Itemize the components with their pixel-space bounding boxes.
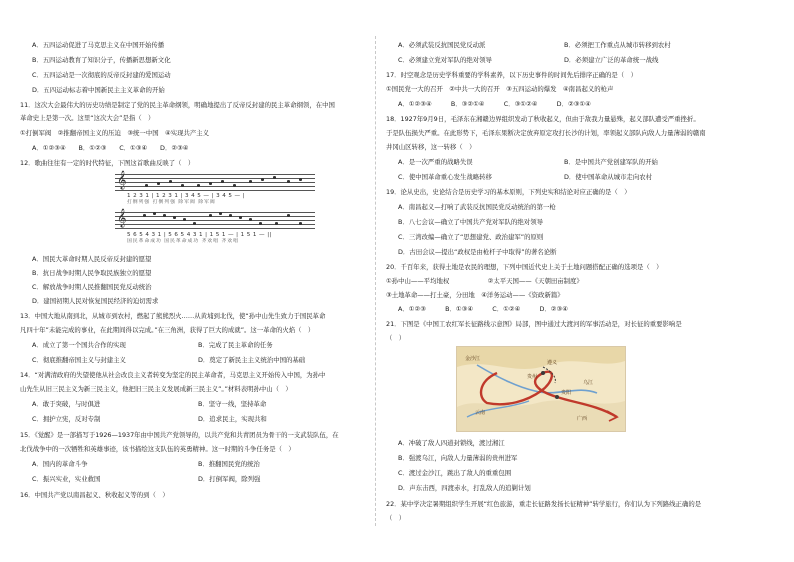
q13-option-b[interactable]: B．完成了民主革命的任务 (198, 341, 273, 349)
q12-option-a[interactable]: A．国民大革命时期人民反帝反封建的愿望 (32, 255, 152, 263)
long-march-map (456, 346, 626, 432)
q17-stem: 17．时空观念是历史学科重要的学科素养，以下历史事件的时间先后排序正确的是（ ） (386, 71, 637, 79)
q16-option-a[interactable]: A．必须武装反抗国民党反动派 (398, 41, 486, 49)
q14-stem-line1: 14．“对满清政府的失望使他从社会改良主义者转变为坚定的民主革命者，马克思主义开始传入中国，为孙中 (20, 371, 326, 379)
q21-option-a[interactable]: A．冲破了敌人四道封锁线，渡过湘江 (398, 439, 505, 447)
q18-option-b[interactable]: B．是中国共产党创建军队的开始 (564, 158, 658, 166)
q22-stem-line2: （ ） (386, 514, 406, 522)
q13-option-d[interactable]: D．奠定了新民主主义统治中国的基础 (198, 356, 306, 364)
q17-items: ①国民党一大的召开 ②中共一大的召开 ③五四运动的爆发 ④南昌起义的枪声 (386, 85, 614, 93)
q13-stem-line1: 13．中国大地从南到北，从城市到农村，燃起了熊熊烈火……从黄埔到北伐，使“孙中山先生致力于国民革命 (20, 312, 326, 320)
q12-stem: 12．歌曲往往有一定的时代特征，下图这首歌曲反映了（ ） (20, 159, 195, 167)
q14-stem-line2: 山先生从旧三民主义为新三民主义，他把旧三民主义发展成新三民主义”。”材料表明孙中山（ ） (20, 385, 292, 393)
jianpu-line-1: 1 2 3 1 | 1 2 3 1 | 3 4 5 — | 3 4 5 — | (127, 193, 245, 199)
map-graphic (457, 347, 625, 431)
lyrics-line-1: 打倒列强 打倒列强 除军阀 除军阀 (127, 200, 216, 205)
q14-option-a[interactable]: A．敢于突破，与时俱进 (32, 400, 101, 408)
q21-option-d[interactable]: D．声东击西，四渡赤水，打乱敌人的追剿计划 (398, 484, 531, 492)
q13-option-a[interactable]: A．成立了第一个国共合作的实现 (32, 341, 126, 349)
q13-option-c[interactable]: C．彻底推翻帝国主义与封建主义 (32, 356, 126, 364)
treble-clef-icon: 𝄞 (117, 208, 127, 227)
q14-option-d[interactable]: D．追求民主，实现共和 (198, 415, 267, 423)
q18-option-a[interactable]: A．是一次严重的战略失误 (398, 158, 473, 166)
q18-option-d[interactable]: D．使中国革命从城市走向农村 (564, 173, 652, 181)
q21-option-b[interactable]: B．强渡乌江，向敌人力量薄弱的贵州进军 (398, 454, 518, 462)
q20-items-1: ①孙中山——平均地权 ②太平天国——《天朝田亩制度》 (386, 277, 583, 285)
q12-option-d[interactable]: D．建国初期人民对恢复国民经济的迫切需求 (32, 297, 159, 305)
q17-options[interactable]: A．①②③④ B．③②①④ C．③①②④ D．②③①④ (398, 100, 591, 108)
q18-stem-line1: 18．1927年9月9日，毛泽东在湘赣边界组织发动了秋收起义，但由于敌我力量悬殊，起义部队遭受严重挫折。 (386, 115, 700, 123)
right-column (386, 0, 734, 562)
map-label-guizhou: 贵州 (527, 374, 538, 380)
q10-option-c[interactable]: C．五四运动是一次彻底的反帝反封建的爱国运动 (32, 71, 171, 79)
q18-option-c[interactable]: C．使中国革命重心发生战略转移 (398, 173, 492, 181)
music-staff-1 (115, 170, 315, 192)
q11-options[interactable]: A．①②③④ B．①②③ C．①③④ D．②③④ (32, 144, 189, 152)
q18-stem-line2: 于是队伍损失严重。在此形势下，毛泽东果断决定放弃原定攻打长沙的计划，率领起义部队向敌人力量薄弱的赣南 (386, 129, 706, 137)
q16-option-b[interactable]: B．必须把工作重点从城市转移到农村 (564, 41, 671, 49)
map-label-wujiang: 乌江 (583, 380, 594, 386)
q14-option-c[interactable]: C．拥护立宪，反对专制 (32, 415, 101, 423)
q15-stem-line2: 北伐战争中的一次牺牲和英雄事迹，该书描绘这支队伍的英勇精神。这一时期的斗争任务是（ ） (20, 445, 295, 453)
q10-option-a[interactable]: A．五四运动促进了马克思主义在中国开始传播 (32, 41, 165, 49)
q10-option-b[interactable]: B．五四运动教育了知识分子，传播新思想新文化 (32, 56, 171, 64)
q19-stem: 19．论从史出，史论结合是历史学习的基本原则，下列史实和结论对应正确的是（ ） (386, 188, 631, 196)
q12-option-c[interactable]: C．解放战争时期人民推翻国民党反动统治 (32, 283, 152, 291)
q21-stem-line2: （ ） (386, 334, 406, 342)
q10-option-d[interactable]: D．五四运动标志着中国新民主主义革命的开始 (32, 86, 165, 94)
map-label-jinshajiang: 金沙江 (465, 356, 481, 362)
q16-stem: 16．中国共产党以南昌起义、秋收起义等的到（ ） (20, 491, 169, 499)
map-label-guiyang: 贵阳 (561, 390, 572, 396)
q18-stem-line3: 井冈山区转移，这一转移（ ） (386, 143, 476, 151)
q20-stem: 20．千百年来，获得土地是农民的理想，下列中国近代史上关于土地问题搭配正确的选项是（ ） (386, 263, 663, 271)
jianpu-line-2: 5 6 5 4 3 1 | 5 6 5 4 3 1 | 1 5 1 — | 1 5 1 — || (127, 232, 272, 238)
map-label-guangxi: 广西 (577, 416, 588, 422)
q14-option-b[interactable]: B．坚守一线，坚持革命 (198, 400, 267, 408)
map-label-yunnan: 云南 (475, 410, 486, 416)
q15-option-a[interactable]: A．国内的革命斗争 (32, 460, 88, 468)
q19-option-a[interactable]: A．南昌起义—打响了武装反抗国民党反动统治的第一枪 (398, 203, 556, 211)
q16-option-c[interactable]: C．必须建立党对军队的绝对领导 (398, 56, 492, 64)
q11-stem-line2: 革命史上是第一次。这里“这次大会”是指（ ） (20, 114, 155, 122)
left-column (20, 0, 368, 562)
map-label-zunyi: 遵义 (547, 360, 558, 366)
q20-items-2: ③土地革命——打土豪，分田地 ④洋务运动——《资政新篇》 (386, 291, 564, 299)
q19-option-d[interactable]: D．古田会议—提出“政权是由枪杆子中取得”的著名论断 (398, 248, 557, 256)
q11-stem-line1: 11．这次大会最伟大的历史功绩是制定了党的民主革命纲领，明确地提出了反帝反封建的民主革命纲领，在中国 (20, 101, 335, 109)
q19-option-b[interactable]: B．八七会议—确立了中国共产党对军队的绝对领导 (398, 218, 543, 226)
q11-items: ①打倒军阀 ②推翻帝国主义的压迫 ③统一中国 ④实现共产主义 (20, 129, 210, 137)
q13-stem-line2: 凡四十年”未能完成的事业，在此期间得以完成。”在三角洲，获得了巨大的成就”。这一革命的火焰（ ） (20, 326, 315, 334)
q15-option-d[interactable]: D．打倒军阀，除列强 (198, 475, 261, 483)
lyrics-line-2: 国民革命成功 国民革命成功 齐欢唱 齐欢唱 (127, 239, 239, 244)
q21-option-c[interactable]: C．渡过金沙江，跳出了敌人的重重包围 (398, 469, 512, 477)
q15-stem-line1: 15．《觉醒》是一部描写于1926—1937年由中国共产党领导的，以共产党和共青团员为骨干的一支武装队伍，在 (20, 431, 339, 439)
treble-clef-icon: 𝄞 (117, 170, 127, 189)
music-staff-2 (115, 208, 315, 230)
q22-stem-line1: 22．某中学决定暑期组织学生开展“红色旅游，重走长征路发扬长征精神”转学旅行，你们认为下列路线正确的是 (386, 500, 702, 508)
q20-options[interactable]: A．①②③ B．①③④ C．①②④ D．②③④ (398, 305, 568, 313)
q12-option-b[interactable]: B．抗日战争时期人民争取民族独立的愿望 (32, 269, 152, 277)
q16-option-d[interactable]: D．必须建立广泛的革命统一战线 (564, 56, 659, 64)
q15-option-b[interactable]: B．推翻国民党的统治 (198, 460, 260, 468)
q19-option-c[interactable]: C．三湾改编—确立了“思想建党、政治建军”的原则 (398, 233, 544, 241)
column-divider (375, 36, 376, 526)
q21-stem-line1: 21．下图是《中国工农红军长征路线示意图》局部，图中通过大渡河的军事活动是，对长征的重要影响是 (386, 320, 682, 328)
q15-option-c[interactable]: C．振兴实业，实业救国 (32, 475, 101, 483)
